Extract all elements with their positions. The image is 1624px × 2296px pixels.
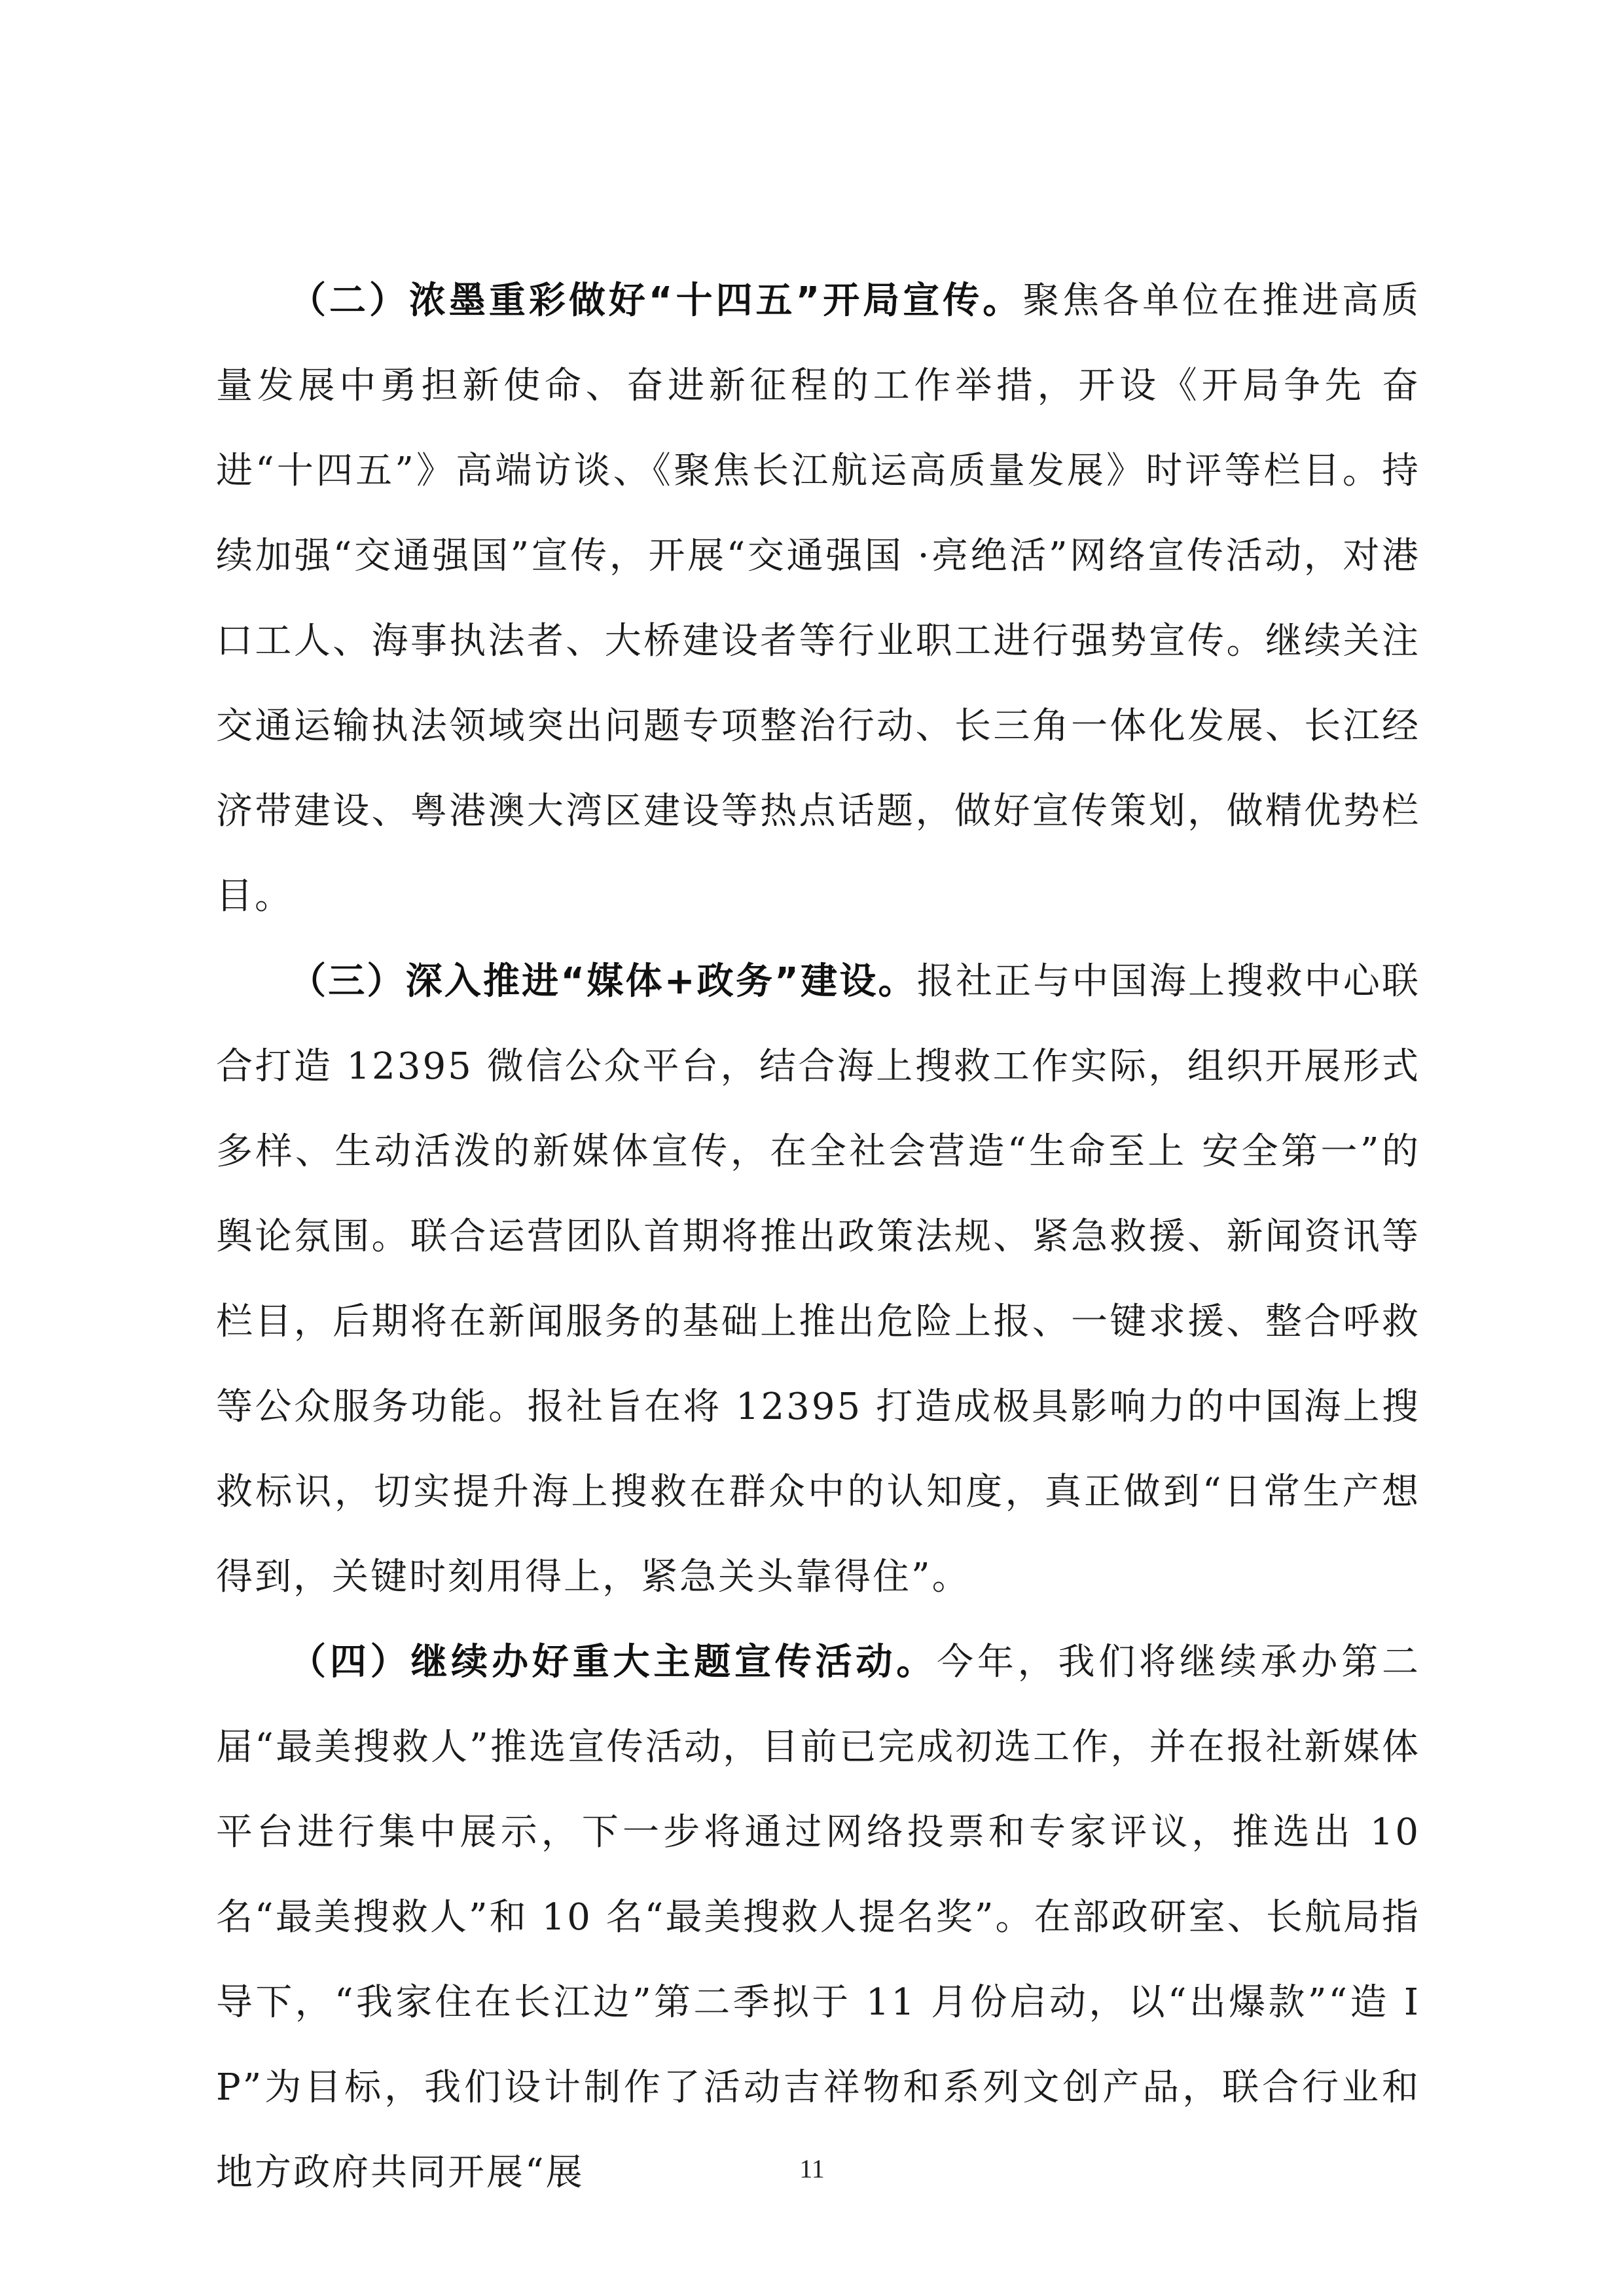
- paragraph-text: 今年，我们将继续承办第二届“最美搜救人”推选宣传活动，目前已完成初选工作，并在报社新媒体平台进行集中展示，下一步将通过网络投票和专家评议，推选出 10 名“最美搜救人”和 10 名“最美搜救人提名奖”。在部政研室、长航局指导下，“我家住在长江边”第二季拟于 11 月份启动，以“出爆款”“造 IP”为目标，我们设计制作了活动吉祥物和系列文创产品，联合行业和地方政府共同开展“展: [216, 1641, 1421, 2194]
- paragraph-section-4: [216, 1620, 1420, 2215]
- paragraph-text: 聚焦各单位在推进高质量发展中勇担新使命、奋进新征程的工作举措，开设《开局争先 奋进“十四五”》高端访谈、《聚焦长江航运高质量发展》时评等栏目。持续加强“交通强国”宣传，开展“交通强国 ·亮绝活”网络宣传活动，对港口工人、海事执法者、大桥建设者等行业职工进行强势宣传。继续关注交通运输执法领域突出问题专项整治行动、长三角一体化发展、长江经济带建设、粤港澳大湾区建设等热点话题，做好宣传策划，做精优势栏目。: [216, 279, 1421, 918]
- section-heading: （四）继续办好重大主题宣传活动。: [289, 1641, 937, 1683]
- page-number: 11: [799, 2154, 825, 2183]
- section-heading: （二）浓墨重彩做好“十四五”开局宣传。: [289, 279, 1023, 322]
- section-heading: （三）深入推进“媒体+政务”建设。: [289, 960, 917, 1003]
- document-body: [216, 259, 1420, 2215]
- paragraph-section-3: [216, 939, 1420, 1620]
- paragraph-section-2: [216, 259, 1420, 939]
- paragraph-text: 报社正与中国海上搜救中心联合打造 12395 微信公众平台，结合海上搜救工作实际，组织开展形式多样、生动活泼的新媒体宣传，在全社会营造“生命至上 安全第一”的舆论氛围。联合运营团队首期将推出政策法规、紧急救援、新闻资讯等栏目，后期将在新闻服务的基础上推出危险上报、一键求援、整合呼救等公众服务功能。报社旨在将 12395 打造成极具影响力的中国海上搜救标识，切实提升海上搜救在群众中的认知度，真正做到“日常生产想得到，关键时刻用得上，紧急关头靠得住”。: [216, 960, 1421, 1598]
